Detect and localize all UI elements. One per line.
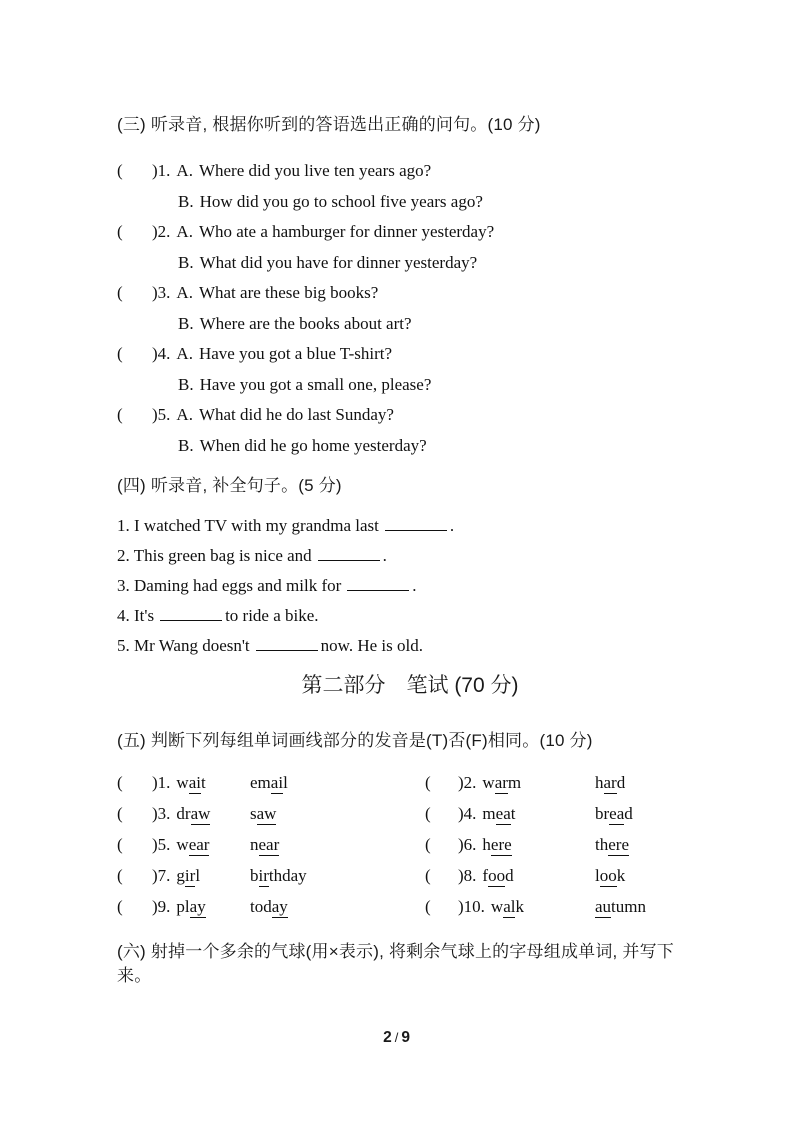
page-separator: / — [394, 1030, 399, 1045]
underlined-letters: oo — [488, 866, 506, 885]
option-a-text: Where did you live ten years ago? — [198, 161, 432, 180]
listening-question-5 — [117, 400, 703, 461]
pron-word-3a: )3. draw — [152, 804, 211, 823]
option-a-label: A. — [176, 222, 193, 241]
item-number: )10. — [458, 897, 485, 916]
sentence-pre: 1. I watched TV with my grandma last — [117, 516, 379, 535]
answer-bracket: ( — [117, 897, 123, 916]
question-line-a — [117, 339, 703, 370]
pron-word-3b: saw — [250, 804, 277, 823]
answer-bracket: ( — [117, 773, 123, 792]
question-number: )3. — [152, 283, 171, 302]
option-b-label: B. — [178, 252, 194, 272]
question-line-a — [117, 217, 703, 248]
section3-heading: (三) 听录音, 根据你听到的答语选出正确的问句。(10 分) — [117, 115, 541, 134]
pron-word-2b: hard — [595, 773, 626, 792]
sentence-pre: 3. Daming had eggs and milk for — [117, 576, 342, 595]
pron-word-2a: )2. warm — [458, 773, 522, 792]
option-b-text: Have you got a small one, please? — [199, 374, 432, 394]
pron-word-4a: )4. meat — [458, 804, 516, 823]
pron-item-3 — [117, 798, 425, 829]
underlined-letters: au — [595, 897, 612, 916]
question-line-b — [117, 248, 703, 279]
option-b-label: B. — [178, 435, 194, 455]
answer-bracket: ( — [117, 866, 123, 885]
question-number: )2. — [152, 222, 171, 241]
pron-word-7a: )7. girl — [152, 866, 201, 885]
sentence-pre: 2. This green bag is nice and — [117, 546, 312, 565]
underlined-letters: oo — [599, 866, 617, 885]
underlined-letters: ay — [271, 897, 288, 916]
answer-bracket: ( — [117, 405, 123, 424]
answer-blank — [160, 607, 222, 621]
option-a-label: A. — [176, 405, 193, 424]
listening-question-1 — [117, 156, 703, 217]
underlined-letters: ear — [188, 835, 210, 854]
item-number: )5. — [152, 835, 171, 854]
answer-blank — [318, 547, 380, 561]
sentence-pre: 4. It's — [117, 606, 155, 625]
pron-word-10b: autumn — [595, 897, 646, 916]
item-number: )1. — [152, 773, 171, 792]
option-b-label: B. — [178, 313, 194, 333]
item-number: )2. — [458, 773, 477, 792]
fill-in-sentence-1 — [117, 511, 703, 541]
option-b-text: How did you go to school five years ago? — [199, 191, 483, 211]
answer-bracket: ( — [117, 835, 123, 854]
underlined-letters: ea — [609, 804, 625, 823]
pron-item-6 — [425, 829, 703, 860]
pron-word-5b: near — [250, 835, 280, 854]
option-a-label: A. — [176, 344, 193, 363]
pron-item-10 — [425, 891, 703, 922]
pron-item-1 — [117, 767, 425, 798]
option-a-label: A. — [176, 283, 193, 302]
total-pages: 9 — [401, 1029, 410, 1046]
question-line-b — [117, 309, 703, 340]
answer-bracket: ( — [117, 222, 123, 241]
pron-word-10a: )10. walk — [458, 897, 524, 916]
question-line-b — [117, 370, 703, 401]
section6-heading: (六) 射掉一个多余的气球(用×表示), 将剩余气球上的字母组成单词, 并写下来。 — [117, 942, 674, 985]
fill-in-sentence-4 — [117, 601, 703, 631]
pron-word-7b: birthday — [250, 866, 307, 885]
item-number: )8. — [458, 866, 477, 885]
sentence-pre: 5. Mr Wang doesn't — [117, 636, 250, 655]
listening-question-2 — [117, 217, 703, 278]
item-number: )4. — [458, 804, 477, 823]
option-a-text: Who ate a hamburger for dinner yesterday? — [198, 222, 495, 241]
underlined-letters: ear — [258, 835, 280, 854]
pron-item-2 — [425, 767, 703, 798]
underlined-letters: ay — [189, 897, 206, 916]
underlined-letters: ir — [184, 866, 196, 885]
sentence-post: . — [382, 546, 387, 565]
underlined-letters: ar — [603, 773, 617, 792]
pron-word-9a: )9. play — [152, 897, 206, 916]
item-number: )3. — [152, 804, 171, 823]
sentence-post: . — [449, 516, 455, 535]
answer-blank — [385, 517, 447, 531]
option-b-text: Where are the books about art? — [199, 313, 412, 333]
sentence-post: now. He is old. — [320, 636, 423, 655]
question-number: )5. — [152, 405, 171, 424]
question-line-b — [117, 187, 703, 218]
question-number: )4. — [152, 344, 171, 363]
pron-item-5 — [117, 829, 425, 860]
question-line-a — [117, 400, 703, 431]
answer-bracket: ( — [117, 804, 123, 823]
underlined-letters: ai — [270, 773, 284, 792]
option-b-text: What did you have for dinner yesterday? — [199, 252, 478, 272]
answer-bracket: ( — [425, 866, 431, 885]
sentence-post: to ride a bike. — [225, 606, 319, 625]
underlined-letters: al — [503, 897, 516, 916]
question-line-b — [117, 431, 703, 462]
section4-items — [117, 511, 703, 661]
section5-word-table — [117, 767, 703, 922]
option-a-text: What are these big books? — [198, 283, 379, 302]
item-number: )7. — [152, 866, 171, 885]
underlined-letters: ere — [608, 835, 629, 854]
pron-row-9-10 — [117, 891, 703, 922]
answer-bracket: ( — [117, 161, 123, 180]
pron-item-4 — [425, 798, 703, 829]
answer-blank — [256, 637, 318, 651]
answer-blank — [347, 577, 409, 591]
fill-in-sentence-5 — [117, 631, 703, 661]
pron-word-8a: )8. food — [458, 866, 514, 885]
listening-question-4 — [117, 339, 703, 400]
underlined-letters: aw — [256, 804, 277, 823]
option-a-label: A. — [176, 161, 193, 180]
pron-row-7-8 — [117, 860, 703, 891]
item-number: )6. — [458, 835, 477, 854]
sentence-post: . — [412, 576, 417, 595]
pron-word-4b: bread — [595, 804, 633, 823]
fill-in-sentence-2 — [117, 541, 703, 571]
section5-heading: (五) 判断下列每组单词画线部分的发音是(T)否(F)相同。(10 分) — [117, 731, 593, 750]
pron-word-1b: email — [250, 773, 288, 792]
pron-row-1-2 — [117, 767, 703, 798]
listening-question-3 — [117, 278, 703, 339]
underlined-letters: ir — [258, 866, 269, 885]
answer-bracket: ( — [425, 835, 431, 854]
option-b-label: B. — [178, 191, 194, 211]
page-number — [0, 1029, 793, 1047]
option-b-text: When did he go home yesterday? — [199, 435, 427, 455]
question-line-a — [117, 278, 703, 309]
pron-row-5-6 — [117, 829, 703, 860]
answer-bracket: ( — [425, 897, 431, 916]
section4-heading: (四) 听录音, 补全句子。(5 分) — [117, 476, 342, 495]
pron-word-6b: there — [595, 835, 629, 854]
answer-bracket: ( — [425, 804, 431, 823]
pron-word-8b: look — [595, 866, 626, 885]
pron-item-8 — [425, 860, 703, 891]
pron-item-7 — [117, 860, 425, 891]
pron-word-1a: )1. wait — [152, 773, 206, 792]
underlined-letters: ere — [490, 835, 512, 854]
option-a-text: What did he do last Sunday? — [198, 405, 394, 424]
option-b-label: B. — [178, 374, 194, 394]
answer-bracket: ( — [117, 283, 123, 302]
underlined-letters: aw — [190, 804, 211, 823]
pron-row-3-4 — [117, 798, 703, 829]
current-page: 2 — [383, 1029, 392, 1046]
pron-word-6a: )6. here — [458, 835, 512, 854]
fill-in-sentence-3 — [117, 571, 703, 601]
section3-questions — [117, 156, 703, 461]
option-a-text: Have you got a blue T-shirt? — [198, 344, 393, 363]
underlined-letters: ar — [494, 773, 508, 792]
question-line-a — [117, 156, 703, 187]
underlined-letters: ai — [188, 773, 201, 792]
pron-word-9b: today — [250, 897, 288, 916]
pron-item-9 — [117, 891, 425, 922]
item-number: )9. — [152, 897, 171, 916]
question-number: )1. — [152, 161, 171, 180]
answer-bracket: ( — [425, 773, 431, 792]
part2-title: 第二部分 笔试 (70 分) — [301, 674, 519, 697]
underlined-letters: ea — [495, 804, 511, 823]
pron-word-5a: )5. wear — [152, 835, 210, 854]
answer-bracket: ( — [117, 344, 123, 363]
